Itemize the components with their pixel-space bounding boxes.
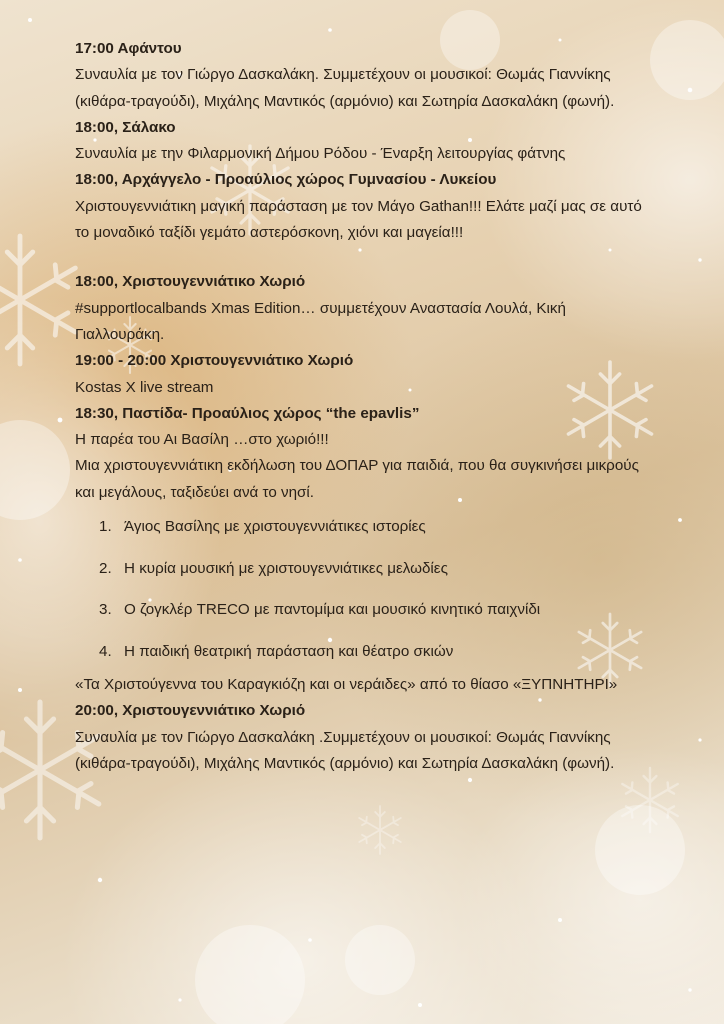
- event-description: Συναυλία με τον Γιώργο Δασκαλάκη .Συμμετέχουν οι μουσικοί: Θωμάς Γιαννίκης (κιθάρα-τραγούδι), Μιχάλης Μαντικός (αρμόνιο) και Σωτηρία Δασκαλάκη (φωνή).: [75, 728, 615, 772]
- event-description: Η παρέα του Αι Βασίλη …στο χωριό!!!: [75, 431, 329, 449]
- list-item: [75, 548, 655, 590]
- spacer: [75, 246, 655, 269]
- event-heading: 17:00 Αφάντου: [75, 40, 182, 57]
- list-item-text: Η κυρία μουσική με χριστουγεννιάτικες μελωδίες: [124, 559, 448, 577]
- list-item-text: Ο ζογκλέρ TRECO με παντομίμα και μουσικό κινητικό παιχνίδι: [124, 601, 541, 619]
- program-list: [75, 506, 655, 672]
- event-description: #supportlocalbands Xmas Edition… συμμετέχουν Αναστασία Λουλά, Κική Γιαλλουράκη.: [75, 299, 566, 343]
- event-heading: 20:00, Χριστουγεννιάτικο Χωριό: [75, 702, 306, 720]
- event-heading: 18:00, Σάλακο: [75, 118, 176, 136]
- event-description: Συναυλία με την Φιλαρμονική Δήμου Ρόδου - Έναρξη λειτουργίας φάτνης: [75, 145, 566, 163]
- list-item-text: Η παιδική θεατρική παράσταση και θέατρο σκιών: [124, 642, 454, 660]
- list-item-text: Άγιος Βασίλης με χριστουγεννιάτικες ιστορίες: [124, 518, 426, 536]
- list-number: 1.: [99, 518, 112, 536]
- event-description: Χριστουγεννιάτικη μαγική παράσταση με τον Μάγο Gathan!!! Ελάτε μαζί μας σε αυτό το μοναδικό ταξίδι γεμάτο αστερόσκονη, χιόνι και μαγεία!!!: [75, 197, 642, 242]
- list-item: [75, 589, 655, 631]
- event-heading: 18:00, Χριστουγεννιάτικο Χωριό: [75, 273, 306, 291]
- event-heading: 18:30, Παστίδα- Προαύλιος χώρος “the epavlis”: [75, 404, 420, 422]
- event-description: Kostas X live stream: [75, 378, 214, 396]
- event-description: Συναυλία με τον Γιώργο Δασκαλάκη. Συμμετέχουν οι μουσικοί: Θωμάς Γιαννίκης (κιθάρα-τραγούδι), Μιχάλης Μαντικός (αρμόνιο) και Σωτηρία Δασκαλάκη (φωνή).: [75, 66, 615, 110]
- list-item: [75, 631, 655, 673]
- event-heading: 18:00, Αρχάγγελο - Προαύλιος χώρος Γυμνασίου - Λυκείου: [75, 171, 497, 189]
- list-note: «Τα Χριστούγεννα του Καραγκιόζη και οι νεράιδες» από το θίασο «ΞΥΠΝΗΤΗΡΙ»: [75, 676, 618, 694]
- event-heading: 19:00 - 20:00 Χριστουγεννιάτικο Χωριό: [75, 352, 354, 370]
- event-description: Μια χριστουγεννιάτικη εκδήλωση του ΔΟΠΑΡ για παιδιά, που θα συγκινήσει μικρούς και μεγάλους, ταξιδεύει ανά το νησί.: [75, 457, 639, 501]
- list-number: 2.: [99, 559, 112, 577]
- list-item: [75, 506, 655, 548]
- event-schedule: [75, 36, 655, 777]
- list-number: 4.: [99, 642, 112, 660]
- list-number: 3.: [99, 601, 112, 619]
